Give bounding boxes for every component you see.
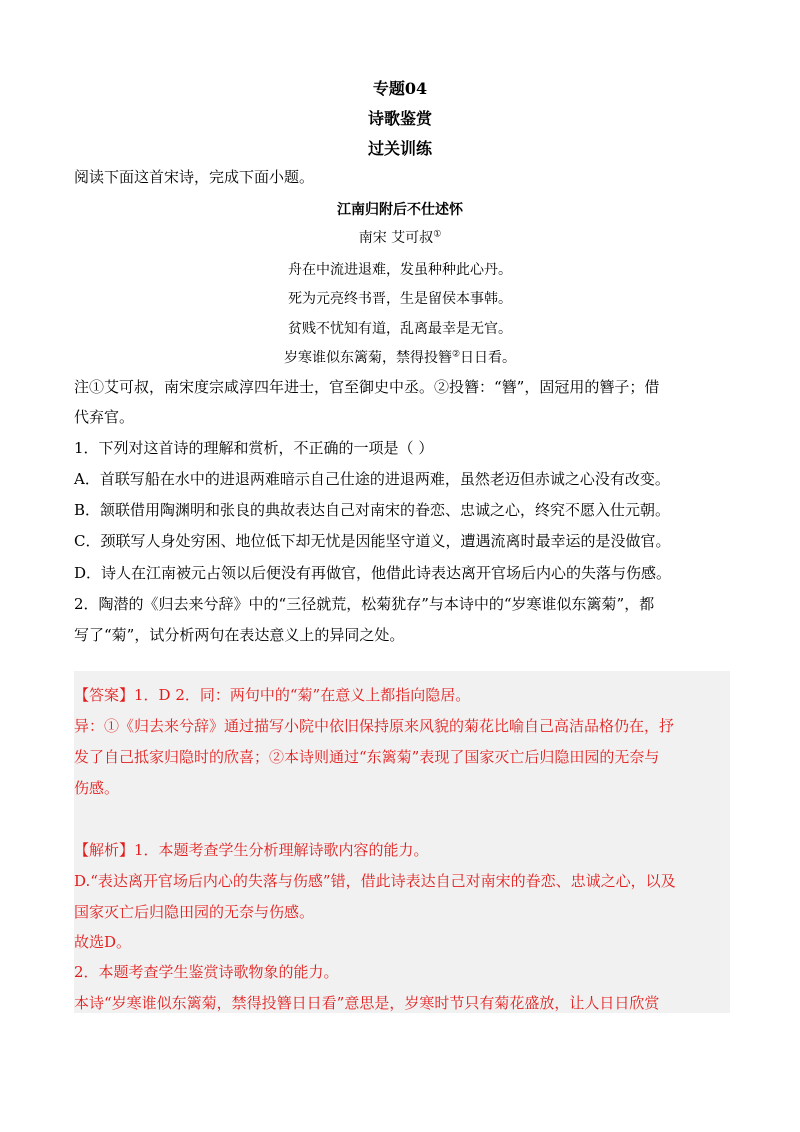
answer-line-3: 发了自己抵家归隐时的欣喜；②本诗则通过“东篱菊”表现了国家灭亡后归隐田园的无奈与 xyxy=(74,748,660,766)
analysis-line-1: 【解析】1．本题考查学生分析理解诗歌内容的能力。 xyxy=(74,841,429,859)
answer-line-2: 异：①《归去来兮辞》通过描写小院中依旧保持原来风貌的菊花比喻自己高洁品格仍在，抒 xyxy=(74,717,675,735)
option-a: A．首联写船在水中的进退两难暗示自己仕途的进退两难，虽然老迈但赤诚之心没有改变。 xyxy=(74,470,670,488)
answer-line-4: 伤感。 xyxy=(74,779,120,797)
option-d: D．诗人在江南被元占领以后便没有再做官，他借此诗表达离开官场后内心的失落与伤感。 xyxy=(74,564,672,582)
question-2-line-2: 写了“菊”，试分析两句在表达意义上的异同之处。 xyxy=(74,626,405,644)
poem-line-4 xyxy=(0,347,800,367)
intro-text: 阅读下面这首宋诗，完成下面小题。 xyxy=(74,168,315,186)
analysis-line-5: 2．本题考查学生鉴赏诗歌物象的能力。 xyxy=(74,963,339,981)
analysis-line-4: 故选D。 xyxy=(74,933,132,951)
answer-line-1: 【答案】1．D 2．同：两句中的“菊”在意义上都指向隐居。 xyxy=(74,686,471,704)
poem-line-3: 贫贱不忧知有道，乱离最幸是无官。 xyxy=(288,321,512,337)
option-b: B．颔联借用陶渊明和张良的典故表达自己对南宋的眷恋、忠诚之心，终究不愿入仕元朝。 xyxy=(74,501,671,519)
analysis-line-2: D.“表达离开官场后内心的失落与伤感”错，借此诗表达自己对南宋的眷恋、忠诚之心，以及 xyxy=(74,872,676,890)
notes-line-2: 代弃官。 xyxy=(74,408,135,426)
subject-heading: 诗歌鉴赏 xyxy=(367,109,432,128)
poem-line-4-a: 岁寒谁似东篱菊，禁得投簪 xyxy=(283,350,452,366)
option-c: C．颈联写人身处穷困、地位低下却无忧是因能坚守道义，遭遇流离时最幸运的是没做官。 xyxy=(74,532,671,550)
footnote-marker-1: ① xyxy=(433,229,442,240)
section-heading: 过关训练 xyxy=(367,139,432,158)
notes-line-1: 注①艾可叔，南宋度宗咸淳四年进士，官至御史中丞。②投簪：“簪”，固冠用的簪子；借 xyxy=(74,378,660,396)
footnote-marker-2: ② xyxy=(451,349,461,360)
poem-title: 江南归附后不仕述怀 xyxy=(337,202,463,218)
poem-line-1: 舟在中流进退难，发虽种种此心丹。 xyxy=(288,262,512,278)
topic-heading: 专题04 xyxy=(372,79,428,98)
question-2-line-1: 2．陶潜的《归去来兮辞》中的“三径就荒，松菊犹存”与本诗中的“岁寒谁似东篱菊”，都 xyxy=(74,595,655,613)
analysis-line-3: 国家灭亡后归隐田园的无奈与伤感。 xyxy=(74,903,315,921)
poem-author xyxy=(0,227,800,247)
question-1: 1．下列对这首诗的理解和赏析，不正确的一项是（ ） xyxy=(74,439,434,457)
poem-author-text: 南宋 艾可叔 xyxy=(358,230,434,246)
analysis-line-6: 本诗“岁寒谁似东篱菊，禁得投簪日日看”意思是，岁寒时节只有菊花盛放，让人日日欣赏 xyxy=(74,994,660,1012)
poem-line-4-b: 日日看。 xyxy=(460,350,517,366)
poem-line-2: 死为元亮终书晋，生是留侯本事韩。 xyxy=(288,291,512,307)
